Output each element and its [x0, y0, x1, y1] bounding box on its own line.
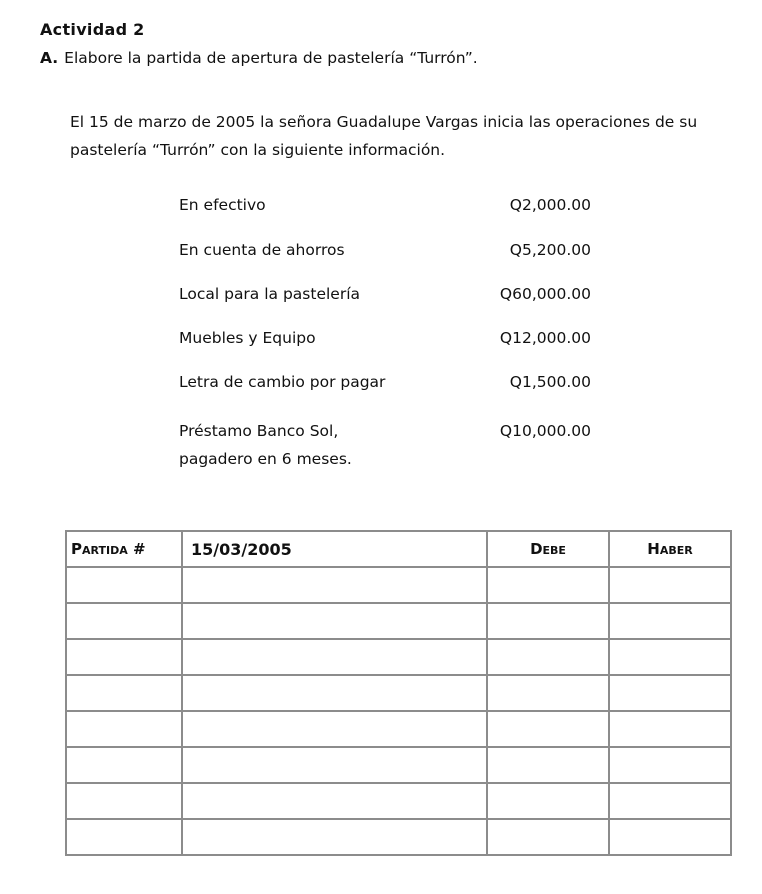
cell-debe[interactable]: [488, 604, 610, 640]
instruction-text: Elabore la partida de apertura de pastelería “Turrón”.: [64, 49, 478, 67]
header-date: 15/03/2005: [183, 532, 488, 568]
item-label: En efectivo: [179, 196, 266, 214]
item-amount: Q60,000.00: [499, 285, 591, 303]
table-row: [67, 784, 730, 820]
cell-account[interactable]: [183, 640, 488, 676]
cell-debe[interactable]: [488, 820, 610, 854]
item-label: Muebles y Equipo: [179, 329, 316, 347]
table-row: [67, 604, 730, 640]
cell-haber[interactable]: [610, 784, 730, 820]
cell-debe[interactable]: [488, 640, 610, 676]
cell-account[interactable]: [183, 748, 488, 784]
item-prestamo: [179, 418, 599, 474]
cell-account[interactable]: [183, 820, 488, 854]
cell-partida[interactable]: [67, 640, 183, 676]
cell-partida[interactable]: [67, 712, 183, 748]
table-row: [67, 712, 730, 748]
item-amount: Q10,000.00: [499, 422, 591, 440]
cell-haber[interactable]: [610, 748, 730, 784]
item-label-continuation: pagadero en 6 meses.: [179, 450, 352, 468]
table-row: [67, 748, 730, 784]
cell-debe[interactable]: [488, 676, 610, 712]
cell-haber[interactable]: [610, 604, 730, 640]
table-row: [67, 568, 730, 604]
cell-partida[interactable]: [67, 784, 183, 820]
cell-haber[interactable]: [610, 676, 730, 712]
table-body: [67, 568, 730, 854]
cell-debe[interactable]: [488, 568, 610, 604]
cell-account[interactable]: [183, 568, 488, 604]
cell-haber[interactable]: [610, 820, 730, 854]
cell-haber[interactable]: [610, 568, 730, 604]
item-label: Préstamo Banco Sol,: [179, 422, 339, 440]
cell-account[interactable]: [183, 784, 488, 820]
cell-debe[interactable]: [488, 712, 610, 748]
intro-paragraph: El 15 de marzo de 2005 la señora Guadalupe Vargas inicia las operaciones de su pastelería “Turrón” con la siguiente información.: [70, 113, 698, 159]
cell-account[interactable]: [183, 712, 488, 748]
table-row: [67, 676, 730, 712]
table-row: [67, 820, 730, 854]
cell-partida[interactable]: [67, 748, 183, 784]
cell-partida[interactable]: [67, 568, 183, 604]
table-row: [67, 640, 730, 676]
item-label: Local para la pastelería: [179, 285, 361, 303]
cell-partida[interactable]: [67, 820, 183, 854]
table-header-row: [67, 532, 730, 568]
item-amount: Q5,200.00: [509, 241, 591, 259]
cell-account[interactable]: [183, 676, 488, 712]
instruction-letter: A.: [40, 49, 59, 67]
cell-debe[interactable]: [488, 748, 610, 784]
instruction: [40, 49, 478, 67]
cell-debe[interactable]: [488, 784, 610, 820]
cell-partida[interactable]: [67, 676, 183, 712]
item-label: En cuenta de ahorros: [179, 241, 345, 259]
item-amount: Q12,000.00: [499, 329, 591, 347]
item-label: Letra de cambio por pagar: [179, 373, 386, 391]
journal-entry-table: [65, 530, 732, 856]
item-amount: Q2,000.00: [509, 196, 591, 214]
activity-title: Actividad 2: [40, 20, 145, 39]
header-haber: Haber: [610, 532, 730, 568]
cell-partida[interactable]: [67, 604, 183, 640]
header-debe: Debe: [488, 532, 610, 568]
cell-haber[interactable]: [610, 712, 730, 748]
header-partida: Partida #: [67, 532, 183, 568]
cell-haber[interactable]: [610, 640, 730, 676]
cell-account[interactable]: [183, 604, 488, 640]
item-amount: Q1,500.00: [509, 373, 591, 391]
